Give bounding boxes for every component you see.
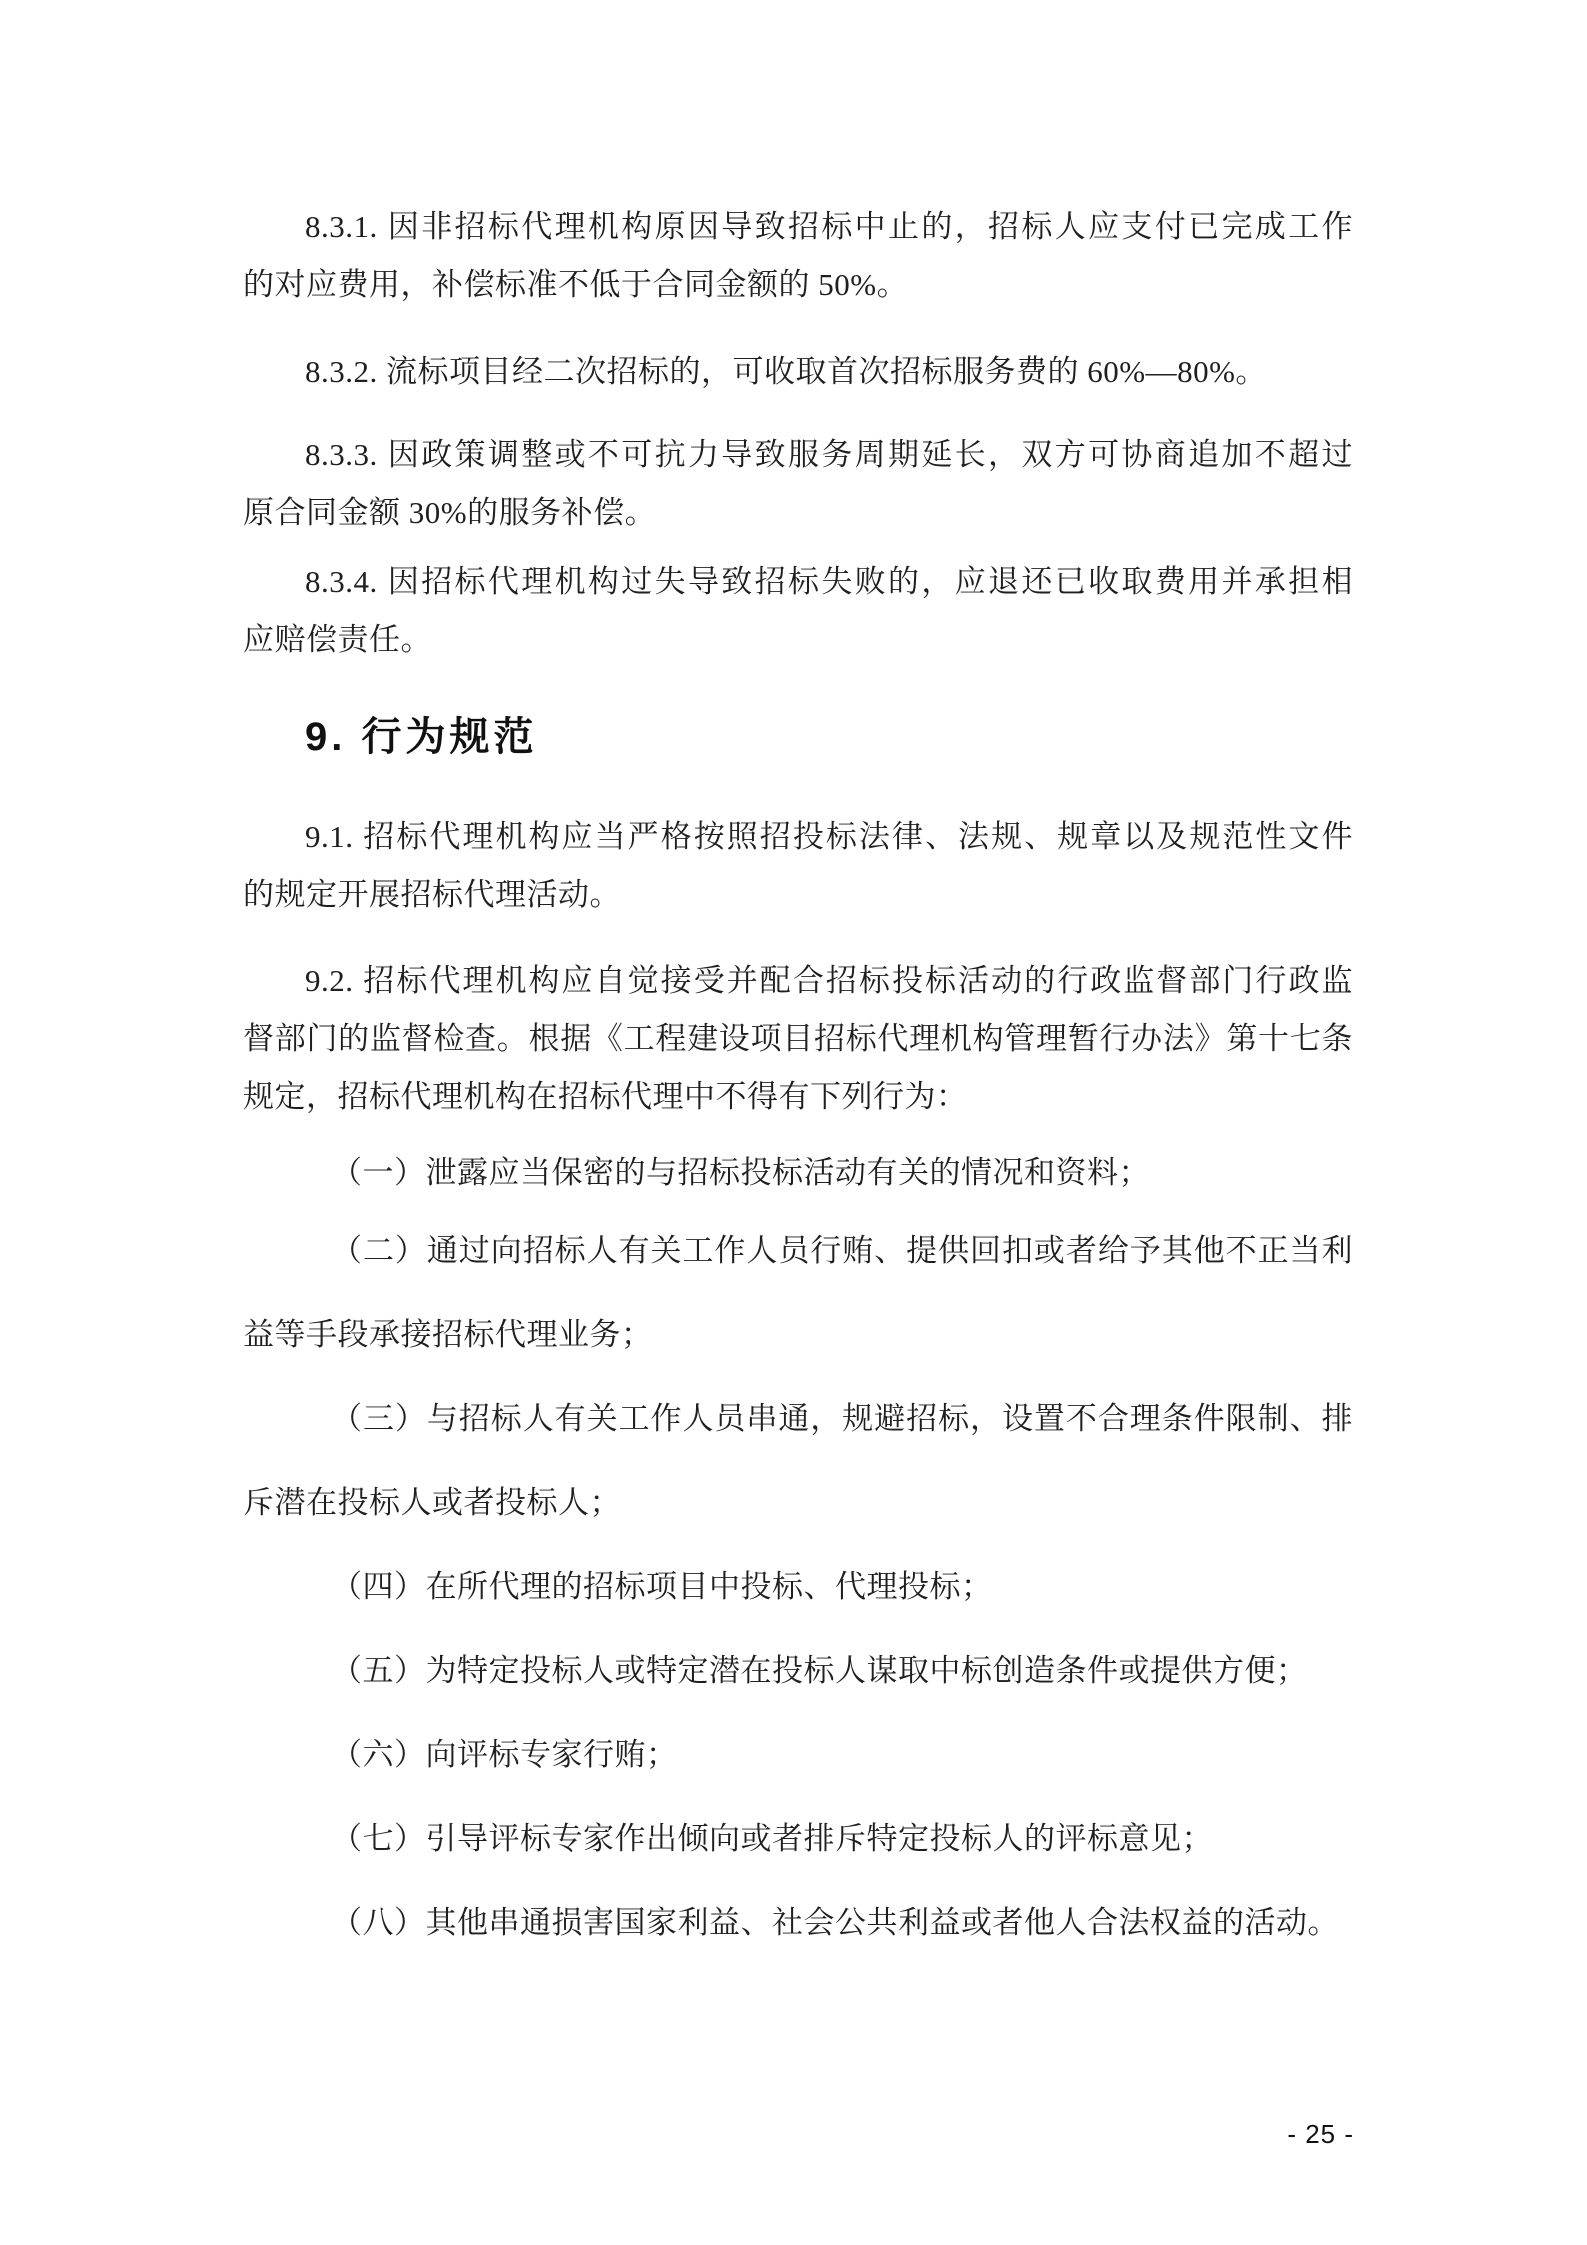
clause-9-2-line-1: 9.2. 招标代理机构应自觉接受并配合招标投标活动的行政监督部门行政监 xyxy=(305,963,1353,998)
item-8-line-1: （八）其他串通损害国家利益、社会公共利益或者他人合法权益的活动。 xyxy=(331,1905,1339,1940)
clause-9-2-line-2: 督部门的监督检查。根据《工程建设项目招标代理机构管理暂行办法》第十七条 xyxy=(243,1021,1353,1056)
item-2-line-2: 益等手段承接招标代理业务； xyxy=(243,1317,653,1352)
item-2 xyxy=(243,1209,1353,1377)
item-7 xyxy=(243,1797,1353,1881)
item-3 xyxy=(243,1377,1353,1545)
item-2-line-1: （二）通过向招标人有关工作人员行贿、提供回扣或者给予其他不正当利 xyxy=(331,1233,1353,1268)
item-1 xyxy=(243,1131,1353,1215)
clause-9-1 xyxy=(243,808,1353,924)
clause-8-3-1-line-1: 8.3.1. 因非招标代理机构原因导致招标中止的，招标人应支付已完成工作 xyxy=(305,209,1353,244)
clause-8-3-3-line-2: 原合同金额 30%的服务补偿。 xyxy=(243,495,657,530)
item-5 xyxy=(243,1629,1353,1713)
item-8 xyxy=(243,1881,1353,1965)
clause-9-1-line-1: 9.1. 招标代理机构应当严格按照招投标法律、法规、规章以及规范性文件 xyxy=(305,819,1353,854)
clause-9-1-line-2: 的规定开展招标代理活动。 xyxy=(243,877,621,912)
item-6 xyxy=(243,1713,1353,1797)
clause-8-3-2 xyxy=(243,343,1353,401)
item-5-line-1: （五）为特定投标人或特定潜在投标人谋取中标创造条件或提供方便； xyxy=(331,1653,1308,1688)
item-1-line-1: （一）泄露应当保密的与招标投标活动有关的情况和资料； xyxy=(331,1155,1150,1190)
clause-8-3-3 xyxy=(243,426,1353,542)
clause-8-3-3-line-1: 8.3.3. 因政策调整或不可抗力导致服务周期延长，双方可协商追加不超过 xyxy=(305,437,1353,472)
clause-8-3-4-line-1: 8.3.4. 因招标代理机构过失导致招标失败的，应退还已收取费用并承担相 xyxy=(305,564,1353,599)
clause-8-3-1 xyxy=(243,198,1353,314)
item-6-line-1: （六）向评标专家行贿； xyxy=(331,1737,678,1772)
item-3-line-1: （三）与招标人有关工作人员串通，规避招标，设置不合理条件限制、排 xyxy=(331,1401,1353,1436)
document-body xyxy=(243,198,1353,1965)
clause-8-3-4-line-2: 应赔偿责任。 xyxy=(243,622,432,657)
item-4 xyxy=(243,1545,1353,1629)
clause-8-3-1-line-2: 的对应费用，补偿标准不低于合同金额的 50%。 xyxy=(243,267,909,302)
heading-9 xyxy=(243,713,1353,761)
item-7-line-1: （七）引导评标专家作出倾向或者排斥特定投标人的评标意见； xyxy=(331,1821,1213,1856)
clause-8-3-4 xyxy=(243,553,1353,669)
item-3-line-2: 斥潜在投标人或者投标人； xyxy=(243,1485,621,1520)
clause-9-2-line-3: 规定，招标代理机构在招标代理中不得有下列行为： xyxy=(243,1079,968,1114)
heading-9-line-1: 9. 行为规范 xyxy=(305,715,538,759)
item-4-line-1: （四）在所代理的招标项目中投标、代理投标； xyxy=(331,1569,993,1604)
clause-9-2 xyxy=(243,952,1353,1126)
page-number: - 25 - xyxy=(1287,2119,1354,2149)
clause-8-3-2-line-1: 8.3.2. 流标项目经二次招标的，可收取首次招标服务费的 60%—80%。 xyxy=(305,354,1267,389)
